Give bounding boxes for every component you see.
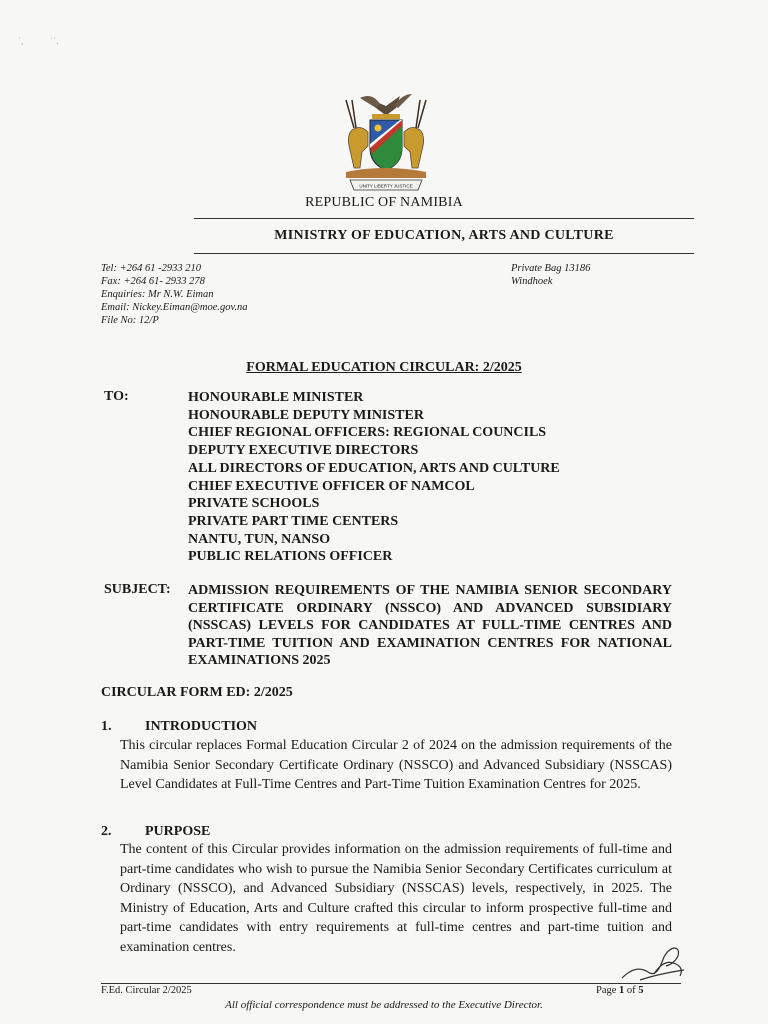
svg-text:UNITY LIBERTY JUSTICE: UNITY LIBERTY JUSTICE [359,183,413,189]
recipient-item: CHIEF REGIONAL OFFICERS: REGIONAL COUNCILS [188,425,547,441]
section-heading-purpose: PURPOSE [145,824,211,839]
recipient-item: HONOURABLE DEPUTY MINISTER [188,407,424,423]
country-name: REPUBLIC OF NAMIBIA [305,195,463,210]
address-line-1: Private Bag 13186 [511,263,591,274]
header-divider-bottom [194,253,694,254]
coat-of-arms-icon [332,86,440,194]
section-number: 2. [101,824,112,839]
section-heading-introduction: INTRODUCTION [145,719,258,734]
recipient-item: CHIEF EXECUTIVE OFFICER OF NAMCOL [188,478,475,494]
recipient-item: NANTU, TUN, NANSO [188,531,331,547]
recipient-item: PRIVATE PART TIME CENTERS [188,513,399,529]
header-divider-top [194,218,694,219]
footer-note: All official correspondence must be addressed to the Executive Director. [225,999,543,1011]
footer-divider [101,983,681,984]
contact-file-no: File No: 12/P [101,315,159,326]
page-indicator: Page 1 of 5 [596,985,644,996]
recipient-list [188,389,560,566]
contact-details [101,262,248,327]
recipient-item: PRIVATE SCHOOLS [188,496,320,512]
signature-icon [618,934,688,984]
recipient-item: ALL DIRECTORS OF EDUCATION, ARTS AND CULTURE [188,460,560,476]
section-body-introduction: This circular replaces Formal Education Circular 2 of 2024 on the admission requirements of the Namibia Senior Secondary Certificate Ordinary (NSSCO) and Advanced Subsidiary (NSSCAS) Level Candidates at Full-Time Centres and Part-Time Tuition Examination Centres for 2025. [120,738,672,792]
recipient-item: PUBLIC RELATIONS OFFICER [188,549,393,565]
circular-form-number: CIRCULAR FORM ED: 2/2025 [101,685,293,700]
ministry-name: MINISTRY OF EDUCATION, ARTS AND CULTURE [274,228,614,243]
section-body-purpose: The content of this Circular provides information on the admission requirements of full-time and part-time candidates who wish to pursue the Namibia Senior Secondary Certificates curriculum at Ordinary (NSSCO), and Advanced Subsidiary (NSSCAS) levels, respectively, in 2025. The Ministry of Education, Arts and Culture crafted this circular to inform prospective full-time and part-time candidates with entry requirements at full-time centres and part-time tuition and examination centres. [120,842,672,955]
contact-email: Email: Nickey.Eiman@moe.gov.na [101,302,248,313]
subject-text: ADMISSION REQUIREMENTS OF THE NAMIBIA SENIOR SECONDARY CERTIFICATE ORDINARY (NSSCO) AND ADVANCED SUBSIDIARY (NSSCAS) LEVELS FOR CANDIDATES AT FULL-TIME CENTRES AND PART-TIME TUITION AND EXAMINATION CENTRES FOR NATIONAL EXAMINATIONS 2025 [188,583,672,669]
postal-address [511,262,590,288]
address-line-2: Windhoek [511,276,553,287]
subject-label: SUBJECT: [104,582,171,597]
section-number: 1. [101,719,112,734]
to-label: TO: [104,389,129,404]
scan-artifact: ˙, ˙˙. [18,36,59,46]
contact-tel: Tel: +264 61 -2933 210 [101,263,202,274]
contact-enquiries: Enquiries: Mr N.W. Eiman [101,289,214,300]
footer-reference: F.Ed. Circular 2/2025 [101,985,192,996]
circular-title: FORMAL EDUCATION CIRCULAR: 2/2025 [246,360,522,375]
recipient-item: DEPUTY EXECUTIVE DIRECTORS [188,443,419,459]
recipient-item: HONOURABLE MINISTER [188,390,364,405]
contact-fax: Fax: +264 61- 2933 278 [101,276,205,287]
